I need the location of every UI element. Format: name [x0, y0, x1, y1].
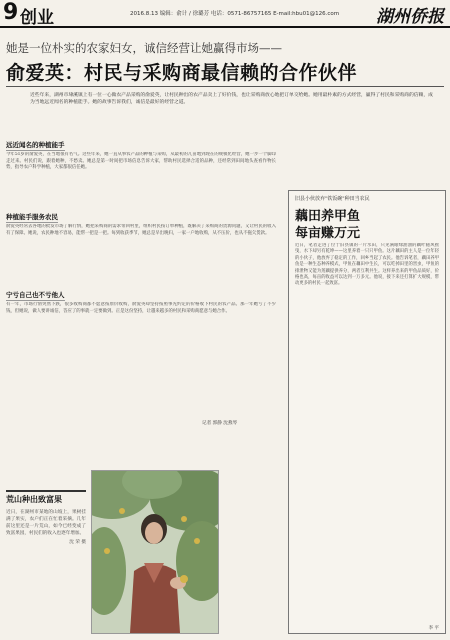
headline-rule [6, 86, 444, 87]
article-byline: 记者 郭静 沈燕琴 [202, 421, 238, 426]
orchard-photo [91, 470, 219, 634]
headline-kicker: 她是一位朴实的农家妇女，诚信经营让她赢得市场—— [6, 41, 282, 55]
header-meta: 2016.8.13 编辑：俞计 / 徐璐芳 电话：0571-86757165 E-mail:hbu01@126.com [130, 11, 340, 17]
section-text-2: 俞爱英经常去各地的批发市场了解行情，她把采购商的需求带回村里，组织村民按订单种植，既解决了采购商的货源问题，又让村民的收入有了保障。她说，农民种地不容易，能帮一把是一把。每到收获季节，她总是早出晚归，一家一户地收购，从不压价，也从不拖欠货款。 [6, 224, 276, 236]
photo-caption-body: 近日，在湖州市某地的山坡上，果树挂满了果实，农户们正在忙着采摘。几年前这里还是一片荒山，如今已经变成了致富果园，村民们的收入也逐年增加。 [6, 510, 86, 536]
headline-title: 俞爱英：村民与采购商最信赖的合作伙伴 [6, 62, 358, 84]
lead-paragraph: 近些年来，湖州市埭溪镇上有一位一心做农产品采购的俞爱英，让村民种出的农产品卖上了好价钱，也让采购商放心地把订单交给她。她用最朴素的方式经营，赢得了村民和采购商的信赖，成为当地远近闻名的种植能手。她的故事告诉我们，诚信是最好的经营之道。 [30, 93, 433, 105]
section-text-1: 今年51岁的俞爱英，在当地很有名气。这些年来，她一直从事农产品的种植与采购，从最初的几亩地到现在的规模化经营，她一步一个脚印走过来。村民们说，跟着她种，不愁卖。她总是第一时间把市场信息告诉大家，帮助村民选择合适的品种，还经常到田间地头查看作物长势，指导农户科学种植，大家都很信任她。 [6, 152, 276, 171]
photo-caption-title: 荒山种出致富果 [6, 490, 86, 505]
sidebar-signature: 李 平 [428, 626, 439, 631]
photo-credit: 沈 荣 摄 [69, 540, 86, 545]
sidebar-article [288, 190, 446, 634]
masthead: 湖州侨报 [376, 7, 444, 27]
sidebar-kicker: 旧县小伙放弃"铁饭碗"种田当农民 [295, 196, 370, 202]
page-number: 9 [3, 0, 19, 25]
sidebar-body: 近日，笔者走进了位于旧县镇的一片水田，只见满眼绿油油的藕叶随风摇曳，水下却另有乾坤——这里养着一只只甲鱼。这片藕田的主人是一位年轻的小伙子，他放弃了稳定的工作，回乡当起了农民。他告诉笔者，藕田养甲鱼是一种生态种养模式，甲鱼在藕田中生长，可以吃掉田里的害虫，甲鱼的排泄物又能为莲藕提供养分，两者互利共生。这样养出来的甲鱼品质好，价格也高，每亩的收益可以达到一万多元。他说，接下来还打算扩大规模，带动更多的村民一起致富。 [295, 243, 439, 287]
sidebar-title-line1: 藕田养甲鱼 [295, 209, 361, 224]
section-heading-2: 种植能手服务农民 [6, 213, 58, 221]
photo-caption [6, 490, 86, 545]
page-header [0, 0, 450, 28]
section-name: 创业 [20, 8, 54, 28]
sidebar-title-line2: 每亩赚万元 [295, 226, 361, 241]
section-heading-1: 远近闻名的种植能手 [6, 141, 65, 149]
section-heading-3: 宁亏自己也不亏他人 [6, 291, 65, 299]
section-text-3: 有一年，市场行情突然下跌，很多收购商都不愿意按原价收购，俞爱英却坚持按照事先约定的价格收下村民的农产品。那一年她亏了不少钱，但她说，做人要讲诚信，答应了的事就一定要做到。正是这份坚持，让越来越多的村民和采购商愿意与她合作。 [6, 302, 276, 314]
